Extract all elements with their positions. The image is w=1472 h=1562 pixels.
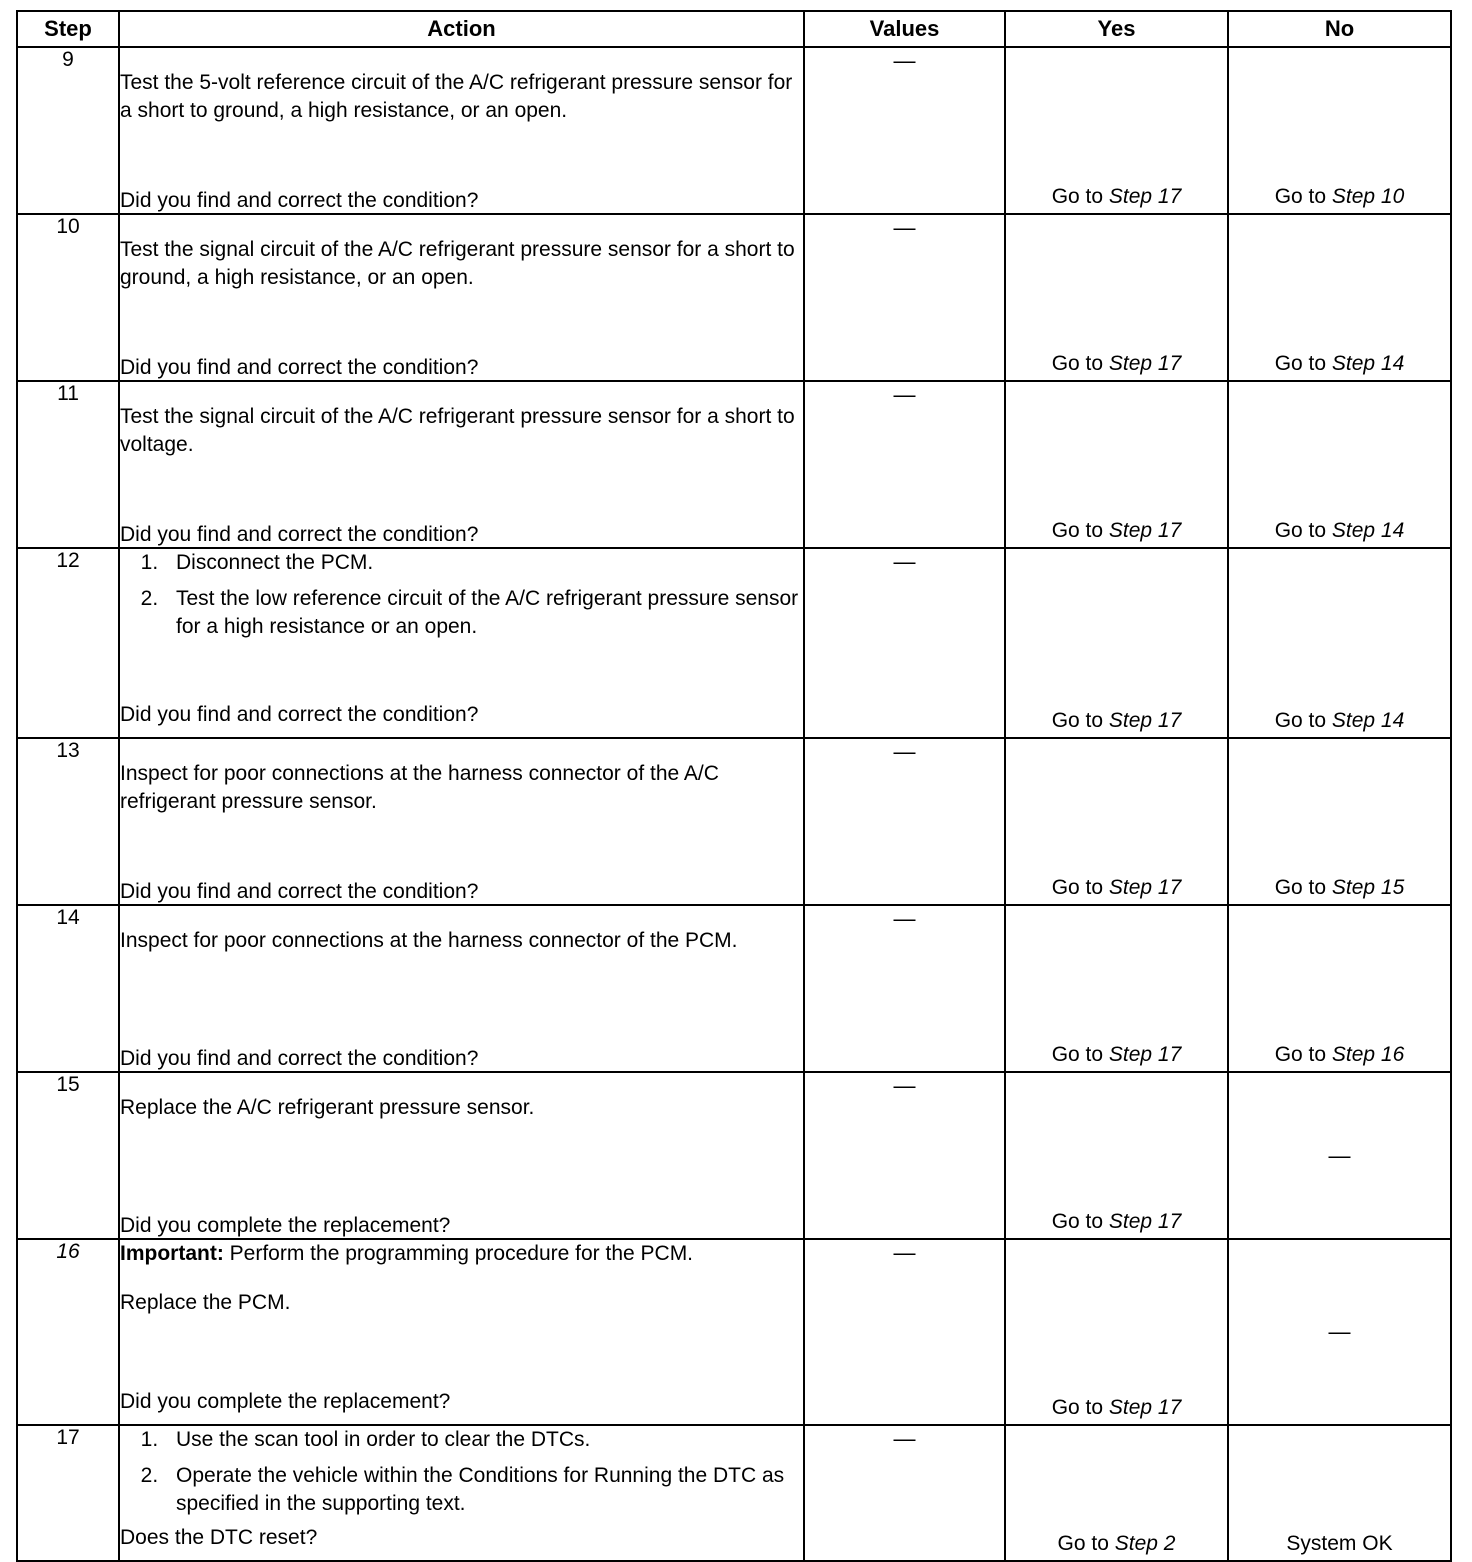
action-cell (119, 381, 804, 548)
header-step: Step (17, 11, 119, 47)
yes-cell (1005, 1425, 1228, 1561)
table-row (17, 1072, 1451, 1239)
table-row (17, 47, 1451, 214)
header-values: Values (804, 11, 1005, 47)
action-question: Did you complete the replacement? (120, 1390, 451, 1413)
action-question: Did you find and correct the condition? (120, 880, 479, 903)
action-question: Does the DTC reset? (120, 1526, 318, 1549)
diagnostic-table (16, 10, 1452, 1562)
header-no: No (1228, 11, 1451, 47)
action-cell (119, 1072, 804, 1239)
yes-cell (1005, 548, 1228, 738)
yes-step-ref: Step 17 (1108, 1210, 1182, 1233)
yes-goto: Go to Step 17 (1051, 1396, 1182, 1419)
yes-goto: Go to Step 17 (1051, 1043, 1182, 1066)
action-steps-list (120, 1426, 803, 1518)
action-question: Did you find and correct the condition? (120, 703, 479, 726)
action-text: Replace the PCM. (120, 1291, 291, 1314)
yes-step-ref: Step 17 (1108, 519, 1182, 542)
no-cell (1228, 47, 1451, 214)
no-step-ref: Step 10 (1331, 185, 1405, 208)
table-row (17, 905, 1451, 1072)
important-note (120, 1240, 803, 1268)
yes-cell (1005, 1239, 1228, 1425)
no-result: System OK (1286, 1532, 1393, 1555)
no-goto: Go to Step 16 (1274, 1043, 1405, 1066)
action-cell (119, 1239, 804, 1425)
values-cell: — (804, 1425, 1005, 1561)
step-number: 14 (17, 905, 119, 1072)
action-cell (119, 214, 804, 381)
yes-cell (1005, 1072, 1228, 1239)
no-cell (1228, 381, 1451, 548)
yes-cell (1005, 214, 1228, 381)
list-item: 1. Use the scan tool in order to clear the DTCs. (164, 1426, 803, 1454)
no-goto: Go to Step 10 (1274, 185, 1405, 208)
step-number: 16 (17, 1239, 119, 1425)
table-row (17, 738, 1451, 905)
action-text: Replace the A/C refrigerant pressure sensor. (120, 1096, 535, 1119)
action-text: Inspect for poor connections at the harness connector of the A/C refrigerant pressure sensor. (120, 762, 719, 813)
no-step-ref: Step 15 (1331, 876, 1405, 899)
no-cell (1228, 905, 1451, 1072)
action-cell (119, 738, 804, 905)
no-goto: Go to Step 14 (1274, 352, 1405, 375)
values-cell: — (804, 381, 1005, 548)
values-cell: — (804, 738, 1005, 905)
yes-cell (1005, 381, 1228, 548)
step-number: 9 (17, 47, 119, 214)
action-text: Test the signal circuit of the A/C refrigerant pressure sensor for a short to ground, a high resistance, or an open. (120, 238, 795, 289)
table-row (17, 1239, 1451, 1425)
values-cell: — (804, 548, 1005, 738)
list-item: 1. Disconnect the PCM. (164, 549, 803, 577)
header-row (17, 11, 1451, 47)
no-step-ref: Step 16 (1331, 1043, 1405, 1066)
yes-step-ref: Step 17 (1108, 352, 1182, 375)
action-question: Did you find and correct the condition? (120, 523, 479, 546)
values-cell: — (804, 214, 1005, 381)
yes-step-ref: Step 17 (1108, 876, 1182, 899)
table-row (17, 1425, 1451, 1561)
yes-goto: Go to Step 17 (1051, 352, 1182, 375)
yes-step-ref: Step 17 (1108, 1396, 1182, 1419)
values-cell: — (804, 47, 1005, 214)
no-cell (1228, 214, 1451, 381)
yes-cell (1005, 905, 1228, 1072)
no-step-ref: Step 14 (1331, 519, 1405, 542)
table-row (17, 381, 1451, 548)
step-number: 13 (17, 738, 119, 905)
action-text: Test the 5-volt reference circuit of the A/C refrigerant pressure sensor for a short to ground, a high resistance, or an open. (120, 71, 793, 122)
no-step-ref: Step 14 (1331, 709, 1405, 732)
no-cell (1228, 1072, 1451, 1239)
action-cell (119, 548, 804, 738)
table-row (17, 548, 1451, 738)
action-text: Test the signal circuit of the A/C refrigerant pressure sensor for a short to voltage. (120, 405, 795, 456)
no-dash: — (1328, 1142, 1351, 1168)
yes-goto: Go to Step 17 (1051, 709, 1182, 732)
no-goto: Go to Step 14 (1274, 709, 1405, 732)
yes-goto: Go to Step 2 (1057, 1532, 1176, 1555)
no-cell (1228, 738, 1451, 905)
action-steps-list (120, 549, 803, 641)
values-cell: — (804, 905, 1005, 1072)
list-item: 2. Operate the vehicle within the Conditions for Running the DTC as specified in the supporting text. (164, 1462, 803, 1518)
action-question: Did you find and correct the condition? (120, 1047, 479, 1070)
no-cell (1228, 1425, 1451, 1561)
action-question: Did you complete the replacement? (120, 1214, 451, 1237)
yes-goto: Go to Step 17 (1051, 876, 1182, 899)
yes-goto: Go to Step 17 (1051, 1210, 1182, 1233)
yes-cell (1005, 47, 1228, 214)
no-goto: Go to Step 15 (1274, 876, 1405, 899)
table-row (17, 214, 1451, 381)
action-question: Did you find and correct the condition? (120, 189, 479, 212)
header-action: Action (119, 11, 804, 47)
action-cell (119, 1425, 804, 1561)
yes-goto: Go to Step 17 (1051, 519, 1182, 542)
step-number: 11 (17, 381, 119, 548)
list-item: 2. Test the low reference circuit of the A/C refrigerant pressure sensor for a high resistance or an open. (164, 585, 803, 641)
action-cell (119, 47, 804, 214)
no-step-ref: Step 14 (1331, 352, 1405, 375)
values-cell: — (804, 1072, 1005, 1239)
action-text: Inspect for poor connections at the harness connector of the PCM. (120, 929, 738, 952)
no-cell (1228, 1239, 1451, 1425)
yes-goto: Go to Step 17 (1051, 185, 1182, 208)
important-label: Important: (120, 1242, 224, 1265)
no-cell (1228, 548, 1451, 738)
step-number: 17 (17, 1425, 119, 1561)
action-question: Did you find and correct the condition? (120, 356, 479, 379)
yes-step-ref: Step 2 (1114, 1532, 1176, 1555)
yes-step-ref: Step 17 (1108, 185, 1182, 208)
no-dash: — (1328, 1319, 1351, 1344)
important-text: Perform the programming procedure for the PCM. (223, 1242, 694, 1265)
yes-step-ref: Step 17 (1108, 709, 1182, 732)
values-cell: — (804, 1239, 1005, 1425)
step-number: 15 (17, 1072, 119, 1239)
no-goto: Go to Step 14 (1274, 519, 1405, 542)
step-number: 12 (17, 548, 119, 738)
header-yes: Yes (1005, 11, 1228, 47)
action-cell (119, 905, 804, 1072)
step-number: 10 (17, 214, 119, 381)
yes-cell (1005, 738, 1228, 905)
yes-step-ref: Step 17 (1108, 1043, 1182, 1066)
